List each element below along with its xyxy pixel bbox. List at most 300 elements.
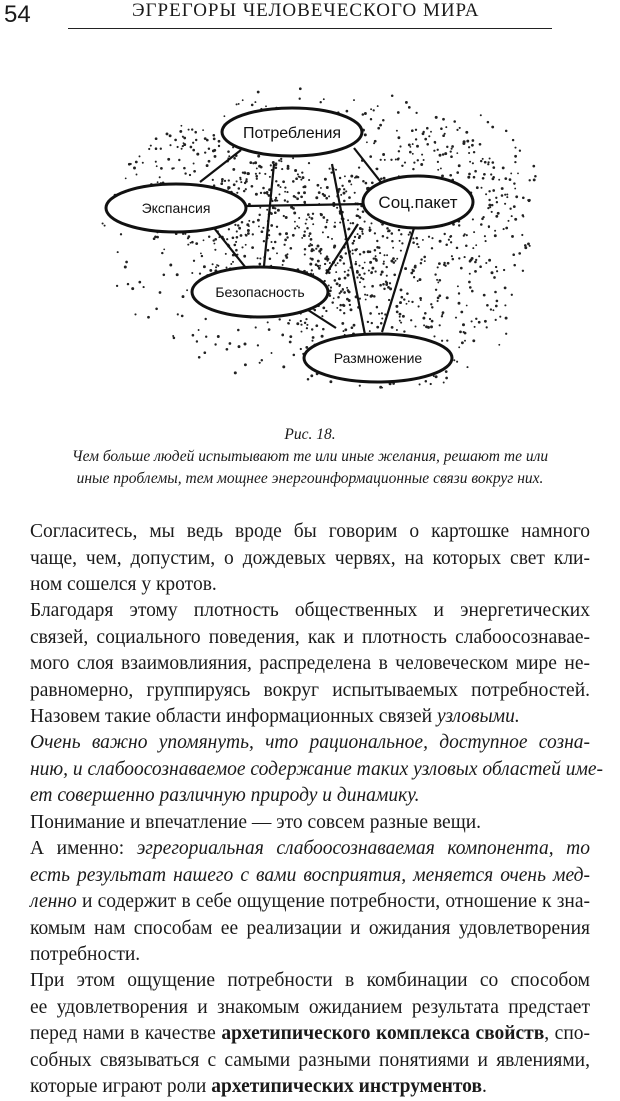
- node-label-consumption: Потребления: [242, 125, 342, 142]
- stipple-dot: [196, 153, 199, 156]
- stipple-dot: [466, 305, 468, 307]
- stipple-dot: [396, 258, 398, 260]
- stipple-dot: [474, 261, 477, 264]
- stipple-dot: [381, 387, 383, 389]
- figure-caption-line-2: иные проблемы, тем мощнее энергоинформационные связи вокруг них.: [76, 470, 544, 487]
- stipple-dot: [475, 259, 477, 261]
- stipple-dot: [379, 124, 382, 127]
- stipple-dot: [263, 240, 265, 242]
- stipple-dot: [302, 186, 304, 188]
- stipple-dot: [335, 271, 337, 273]
- stipple-dot: [458, 224, 460, 226]
- stipple-dot: [383, 177, 386, 180]
- stipple-dot: [192, 334, 195, 337]
- stipple-dot: [256, 178, 258, 180]
- stipple-dot: [491, 126, 494, 129]
- stipple-dot: [257, 219, 259, 221]
- stipple-dot: [459, 127, 461, 129]
- stipple-dot: [431, 320, 434, 323]
- stipple-dot: [383, 261, 385, 263]
- stipple-dot: [285, 256, 288, 259]
- stipple-dot: [183, 137, 186, 140]
- stipple-dot: [344, 175, 346, 177]
- stipple-dot: [391, 326, 394, 329]
- stipple-dot: [308, 162, 310, 164]
- stipple-dot: [279, 233, 282, 236]
- stipple-dot: [324, 263, 326, 265]
- stipple-dot: [418, 305, 420, 307]
- stipple-dot: [487, 161, 489, 163]
- stipple-dot: [353, 324, 356, 327]
- stipple-dot: [415, 112, 417, 114]
- stipple-dot: [359, 281, 361, 283]
- stipple-dot: [491, 271, 494, 274]
- stipple-dot: [391, 240, 393, 242]
- stipple-dot: [338, 277, 341, 280]
- stipple-dot: [358, 236, 361, 239]
- stipple-dot: [459, 331, 462, 334]
- stipple-dot: [370, 272, 373, 275]
- stipple-dot: [255, 193, 258, 196]
- stipple-dot: [307, 213, 310, 216]
- stipple-dot: [333, 297, 335, 299]
- stipple-dot: [232, 168, 235, 171]
- stipple-dot: [212, 263, 214, 265]
- stipple-dot: [416, 145, 419, 148]
- stipple-dot: [243, 190, 245, 192]
- stipple-dot: [203, 265, 206, 268]
- stipple-dot: [359, 385, 361, 387]
- stipple-dot: [369, 155, 372, 158]
- stipple-dot: [238, 345, 241, 348]
- stipple-dot: [509, 178, 512, 181]
- stipple-dot: [437, 297, 440, 300]
- stipple-dot: [533, 178, 536, 181]
- text-plain: Назовем такие области информационных связей: [30, 706, 437, 727]
- stipple-dot: [169, 144, 171, 146]
- stipple-dot: [348, 180, 351, 183]
- stipple-dot: [408, 144, 411, 147]
- stipple-dot: [238, 187, 241, 190]
- stipple-dot: [343, 192, 346, 195]
- stipple-dot: [465, 244, 468, 247]
- stipple-dot: [326, 186, 329, 189]
- stipple-dot: [466, 366, 468, 368]
- stipple-dot: [276, 252, 278, 254]
- stipple-dot: [518, 252, 521, 255]
- stipple-dot: [247, 232, 250, 235]
- stipple-dot: [304, 248, 307, 251]
- stipple-dot: [225, 253, 227, 255]
- stipple-dot: [428, 135, 430, 137]
- stipple-dot: [426, 127, 429, 130]
- stipple-dot: [342, 289, 344, 291]
- stipple-dot: [505, 130, 508, 133]
- text-line: Очень важно упомянуть, что рациональное, доступное созна-: [30, 732, 590, 753]
- stipple-dot: [283, 215, 285, 217]
- stipple-dot: [258, 225, 260, 227]
- stipple-dot: [303, 201, 306, 204]
- stipple-dot: [474, 170, 477, 173]
- stipple-dot: [503, 269, 505, 271]
- stipple-dot: [213, 138, 216, 141]
- stipple-dot: [189, 174, 191, 176]
- stipple-dot: [138, 281, 141, 284]
- stipple-dot: [450, 150, 452, 152]
- stipple-dot: [469, 260, 472, 263]
- stipple-dot: [244, 182, 246, 184]
- stipple-dot: [450, 155, 453, 158]
- stipple-dot: [393, 273, 396, 276]
- stipple-dot: [399, 320, 401, 322]
- paragraph-5: [30, 810, 590, 837]
- stipple-dot: [188, 235, 191, 238]
- stipple-dot: [397, 136, 400, 139]
- stipple-dot: [195, 139, 197, 141]
- stipple-dot: [430, 383, 432, 385]
- stipple-dot: [400, 288, 403, 291]
- stipple-dot: [359, 253, 361, 255]
- stipple-dot: [400, 250, 402, 252]
- stipple-dot: [305, 223, 307, 225]
- stipple-dot: [382, 263, 384, 265]
- stipple-dot: [458, 302, 461, 305]
- stipple-dot: [352, 222, 354, 224]
- stipple-dot: [346, 287, 348, 289]
- stipple-dot: [430, 131, 432, 133]
- stipple-dot: [396, 311, 399, 314]
- stipple-dot: [248, 220, 250, 222]
- stipple-dot: [270, 241, 272, 243]
- stipple-dot: [247, 172, 250, 175]
- stipple-dot: [428, 236, 430, 238]
- stipple-dot: [313, 249, 315, 251]
- stipple-dot: [312, 336, 315, 339]
- stipple-dot: [361, 231, 363, 233]
- stipple-dot: [283, 244, 285, 246]
- stipple-dot: [277, 209, 280, 212]
- stipple-dot: [217, 265, 219, 267]
- stipple-dot: [236, 236, 239, 239]
- stipple-dot: [350, 175, 353, 178]
- stipple-dot: [496, 270, 498, 272]
- figure-diagram: [96, 60, 556, 420]
- stipple-dot: [156, 165, 158, 167]
- stipple-dot: [260, 192, 262, 194]
- stipple-dot: [362, 267, 364, 269]
- stipple-dot: [355, 263, 358, 266]
- stipple-dot: [341, 257, 343, 259]
- stipple-dot: [456, 129, 458, 131]
- stipple-dot: [159, 176, 161, 178]
- stipple-dot: [437, 281, 439, 283]
- stipple-dot: [488, 204, 491, 207]
- stipple-dot: [133, 167, 136, 170]
- stipple-dot: [224, 180, 226, 182]
- stipple-dot: [228, 155, 230, 157]
- stipple-dot: [284, 199, 286, 201]
- stipple-dot: [371, 181, 374, 184]
- stipple-dot: [384, 254, 386, 256]
- stipple-dot: [329, 380, 332, 383]
- stipple-dot: [241, 221, 244, 224]
- stipple-dot: [257, 91, 260, 94]
- stipple-dot: [468, 173, 471, 176]
- stipple-dot: [324, 226, 327, 229]
- stipple-dot: [257, 257, 259, 259]
- stipple-dot: [371, 267, 374, 270]
- stipple-dot: [431, 306, 433, 308]
- stipple-dot: [443, 382, 445, 384]
- stipple-dot: [498, 344, 500, 346]
- stipple-dot: [148, 148, 150, 150]
- figure-label: Рис. 18.: [284, 426, 336, 443]
- stipple-dot: [402, 315, 405, 318]
- text-line: При этом ощущение потребности в комбинации со способом: [30, 970, 590, 991]
- stipple-dot: [163, 248, 165, 250]
- stipple-dot: [381, 317, 383, 319]
- stipple-dot: [397, 111, 400, 114]
- stipple-dot: [270, 212, 273, 215]
- stipple-dot: [345, 252, 347, 254]
- stipple-dot: [343, 200, 346, 203]
- stipple-dot: [354, 236, 356, 238]
- stipple-dot: [385, 283, 388, 286]
- stipple-dot: [348, 299, 351, 302]
- stipple-dot: [343, 330, 345, 332]
- stipple-dot: [358, 166, 360, 168]
- stipple-dot: [244, 363, 247, 366]
- stipple-dot: [300, 179, 302, 181]
- stipple-dot: [408, 106, 411, 109]
- stipple-dot: [161, 252, 163, 254]
- stipple-dot: [480, 114, 482, 116]
- stipple-dot: [255, 173, 257, 175]
- stipple-dot: [251, 185, 254, 188]
- stipple-dot: [491, 211, 493, 213]
- stipple-dot: [183, 142, 185, 144]
- stipple-dot: [311, 340, 313, 342]
- stipple-dot: [259, 257, 261, 259]
- stipple-dot: [386, 227, 389, 230]
- stipple-dot: [280, 186, 282, 188]
- stipple-dot: [268, 328, 271, 331]
- stipple-dot: [440, 127, 443, 130]
- stipple-dot: [480, 223, 483, 226]
- stipple-dot: [226, 348, 229, 351]
- stipple-dot: [270, 224, 273, 227]
- stipple-dot: [391, 232, 394, 235]
- text-line: Благодаря этому плотность общественных и энергетических: [30, 600, 590, 621]
- stipple-dot: [358, 265, 360, 267]
- stipple-dot: [317, 245, 320, 248]
- stipple-dot: [524, 246, 527, 249]
- stipple-dot: [464, 256, 466, 258]
- stipple-dot: [527, 199, 529, 201]
- stipple-dot: [214, 155, 217, 158]
- stipple-dot: [362, 210, 365, 213]
- stipple-dot: [423, 324, 425, 326]
- stipple-dot: [247, 229, 250, 232]
- stipple-dot: [527, 242, 530, 245]
- text-line: есть результат нашего с вами восприятия, меняется очень мед-: [30, 864, 590, 886]
- stipple-dot: [262, 227, 264, 229]
- stipple-dot: [116, 285, 118, 287]
- stipple-dot: [435, 375, 438, 378]
- stipple-dot: [235, 249, 238, 252]
- stipple-dot: [272, 206, 275, 209]
- text-plain: А именно:: [30, 838, 137, 859]
- text-italic: ленно: [30, 891, 77, 912]
- stipple-dot: [341, 322, 344, 325]
- stipple-dot: [444, 152, 447, 155]
- stipple-dot: [458, 346, 460, 348]
- stipple-dot: [513, 205, 516, 208]
- stipple-dot: [297, 173, 299, 175]
- stipple-dot: [495, 305, 498, 308]
- stipple-dot: [504, 304, 506, 306]
- stipple-dot: [338, 285, 340, 287]
- stipple-dot: [417, 159, 419, 161]
- stipple-dot: [456, 247, 459, 250]
- stipple-dot: [287, 253, 289, 255]
- stipple-dot: [437, 161, 439, 163]
- stipple-dot: [244, 343, 247, 346]
- stipple-dot: [344, 271, 346, 273]
- stipple-dot: [373, 257, 375, 259]
- stipple-dot: [441, 315, 443, 317]
- stipple-dot: [245, 178, 247, 180]
- stipple-dot: [201, 255, 203, 257]
- stipple-dot: [406, 292, 409, 295]
- line-socpackage-reproduction: [382, 228, 414, 332]
- stipple-dot: [289, 319, 291, 321]
- stipple-dot: [257, 344, 259, 346]
- stipple-dot: [214, 238, 217, 241]
- stipple-dot: [377, 105, 379, 107]
- stipple-dot: [352, 249, 354, 251]
- stipple-dot: [354, 249, 357, 252]
- stipple-dot: [396, 130, 398, 132]
- stipple-dot: [369, 230, 371, 232]
- stipple-dot: [287, 167, 290, 170]
- stipple-dot: [506, 196, 508, 198]
- stipple-dot: [344, 277, 347, 280]
- stipple-dot: [324, 178, 327, 181]
- stipple-dot: [437, 169, 439, 171]
- stipple-dot: [376, 168, 379, 171]
- stipple-dot: [131, 287, 134, 290]
- stipple-dot: [462, 142, 465, 145]
- stipple-dot: [354, 192, 356, 194]
- stipple-dot: [493, 276, 496, 279]
- stipple-dot: [471, 144, 474, 147]
- stipple-dot: [412, 143, 414, 145]
- stipple-dot: [499, 316, 501, 318]
- stipple-dot: [268, 234, 270, 236]
- stipple-dot: [320, 101, 322, 103]
- stipple-dot: [376, 326, 379, 329]
- stipple-dot: [317, 260, 320, 263]
- stipple-dot: [192, 149, 195, 152]
- stipple-dot: [451, 255, 453, 257]
- stipple-dot: [461, 341, 464, 344]
- stipple-dot: [177, 313, 179, 315]
- stipple-dot: [369, 330, 371, 332]
- stipple-dot: [312, 223, 314, 225]
- stipple-dot: [419, 297, 422, 300]
- stipple-dot: [256, 167, 258, 169]
- stipple-dot: [321, 315, 323, 317]
- stipple-dot: [339, 221, 341, 223]
- stipple-dot: [275, 166, 278, 169]
- stipple-dot: [269, 258, 272, 261]
- stipple-dot: [153, 237, 156, 240]
- running-title: ЭГРЕГОРЫ ЧЕЛОВЕЧЕСКОГО МИРА: [132, 0, 480, 21]
- stipple-dot: [420, 258, 422, 260]
- stipple-dot: [292, 157, 294, 159]
- stipple-dot: [381, 312, 383, 314]
- stipple-dot: [386, 275, 388, 277]
- stipple-dot: [460, 267, 463, 270]
- stipple-dot: [363, 286, 365, 288]
- text-line: потребности.: [30, 944, 141, 965]
- node-label-expansion: Экспансия: [141, 200, 211, 216]
- stipple-dot: [371, 285, 374, 288]
- stipple-dot: [456, 152, 458, 154]
- stipple-dot: [519, 150, 521, 152]
- stipple-dot: [285, 216, 288, 219]
- text-line: [30, 836, 590, 863]
- stipple-dot: [504, 177, 507, 180]
- stipple-dot: [230, 263, 232, 265]
- text-line: [30, 1021, 590, 1048]
- stipple-dot: [382, 235, 385, 238]
- stipple-dot: [284, 191, 286, 193]
- stipple-dot: [234, 224, 236, 226]
- stipple-dot: [142, 162, 144, 164]
- stipple-dot: [242, 172, 244, 174]
- stipple-dot: [254, 101, 256, 103]
- stipple-dot: [474, 326, 476, 328]
- stipple-dot: [472, 339, 475, 342]
- stipple-dot: [303, 191, 306, 194]
- stipple-dot: [344, 328, 347, 331]
- stipple-dot: [187, 244, 189, 246]
- paragraph-1: [30, 519, 590, 599]
- stipple-dot: [228, 179, 230, 181]
- stipple-dot: [379, 284, 382, 287]
- stipple-dot: [379, 252, 381, 254]
- stipple-dot: [311, 217, 314, 220]
- stipple-dot: [310, 374, 313, 377]
- stipple-dot: [238, 103, 240, 105]
- stipple-dot: [259, 172, 261, 174]
- stipple-dot: [486, 326, 488, 328]
- stipple-dot: [298, 176, 300, 178]
- stipple-dot: [431, 237, 433, 239]
- stipple-dot: [156, 236, 159, 239]
- stipple-dot: [445, 370, 448, 373]
- stipple-dot: [395, 305, 398, 308]
- stipple-dot: [167, 158, 170, 161]
- stipple-dot: [341, 185, 343, 187]
- stipple-dot: [335, 169, 337, 171]
- stipple-dot: [289, 335, 292, 338]
- stipple-dot: [360, 277, 362, 279]
- stipple-dot: [281, 168, 283, 170]
- stipple-dot: [198, 356, 201, 359]
